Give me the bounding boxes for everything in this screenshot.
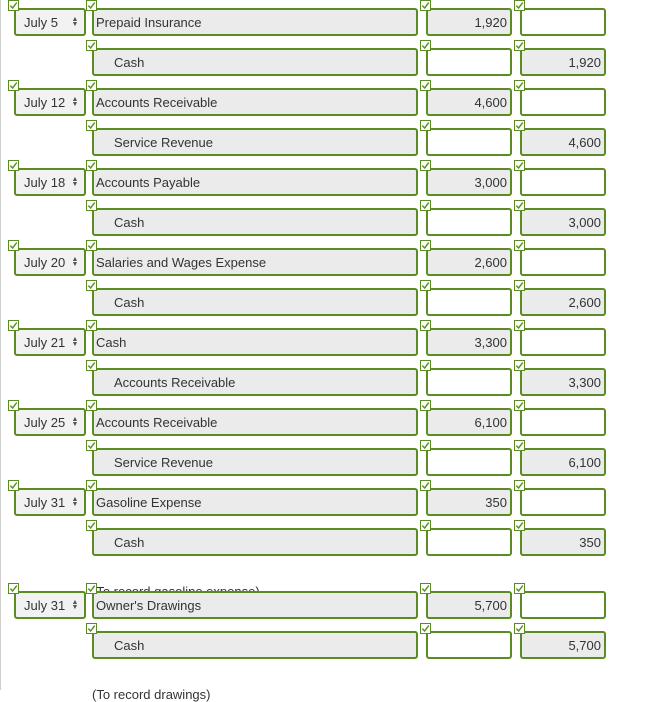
date-checkmark-icon <box>8 480 19 491</box>
debit-amount-input[interactable] <box>426 208 512 236</box>
up-down-spinner-icon: ▲ ▼ <box>71 16 79 28</box>
up-down-spinner-icon: ▲ ▼ <box>71 336 79 348</box>
debit-amount: 4,600 <box>474 94 507 110</box>
debit-amount: 2,600 <box>474 254 507 270</box>
date-select[interactable] <box>14 488 86 516</box>
account-checkmark-icon <box>86 80 97 91</box>
debit-amount-input[interactable] <box>426 248 512 276</box>
debit-amount-input[interactable] <box>426 8 512 36</box>
journal-line <box>0 200 670 240</box>
account-checkmark-icon <box>86 120 97 131</box>
credit-amount-input[interactable] <box>520 288 606 316</box>
debit-amount-input[interactable] <box>426 408 512 436</box>
debit-checkmark-icon <box>420 160 431 171</box>
credit-checkmark-icon <box>514 623 525 634</box>
debit-checkmark-icon <box>420 623 431 634</box>
account-checkmark-icon <box>86 160 97 171</box>
debit-amount-input[interactable] <box>426 528 512 556</box>
debit-account-input[interactable] <box>92 248 418 276</box>
debit-checkmark-icon <box>420 240 431 251</box>
debit-checkmark-icon <box>420 80 431 91</box>
date-select[interactable] <box>14 168 86 196</box>
journal-line <box>0 520 670 560</box>
credit-amount-input[interactable] <box>520 488 606 516</box>
debit-amount-input[interactable] <box>426 448 512 476</box>
credit-checkmark-icon <box>514 520 525 531</box>
account-name: Cash <box>114 214 145 230</box>
journal-line <box>0 240 670 280</box>
credit-amount-input[interactable] <box>520 368 606 396</box>
credit-checkmark-icon <box>514 280 525 291</box>
credit-checkmark-icon <box>514 40 525 51</box>
account-name: Service Revenue <box>114 454 213 470</box>
account-checkmark-icon <box>86 480 97 491</box>
journal-line <box>0 0 670 40</box>
credit-checkmark-icon <box>514 480 525 491</box>
debit-amount-input[interactable] <box>426 591 512 619</box>
debit-account-input[interactable] <box>92 408 418 436</box>
debit-amount-input[interactable] <box>426 368 512 396</box>
debit-account-input[interactable] <box>92 328 418 356</box>
account-name: Owner's Drawings <box>96 597 202 613</box>
date-checkmark-icon <box>8 240 19 251</box>
credit-amount-input[interactable] <box>520 208 606 236</box>
debit-account-input[interactable] <box>92 168 418 196</box>
debit-checkmark-icon <box>420 0 431 11</box>
debit-account-input[interactable] <box>92 591 418 619</box>
credit-amount-input[interactable] <box>520 88 606 116</box>
date-select[interactable] <box>14 591 86 619</box>
account-name: Cash <box>114 54 145 70</box>
date-select[interactable] <box>14 408 86 436</box>
date-value: July 31 <box>24 597 66 613</box>
credit-account-input[interactable] <box>92 448 418 476</box>
journal-line <box>0 320 670 360</box>
debit-checkmark-icon <box>420 480 431 491</box>
journal-line <box>0 120 670 160</box>
debit-checkmark-icon <box>420 360 431 371</box>
credit-amount: 4,600 <box>568 134 601 150</box>
date-checkmark-icon <box>8 583 19 594</box>
credit-account-input[interactable] <box>92 631 418 659</box>
credit-checkmark-icon <box>514 583 525 594</box>
debit-checkmark-icon <box>420 40 431 51</box>
account-name: Accounts Receivable <box>114 374 236 390</box>
credit-amount: 6,100 <box>568 454 601 470</box>
debit-amount: 6,100 <box>474 414 507 430</box>
credit-checkmark-icon <box>514 400 525 411</box>
date-value: July 5 <box>24 14 58 30</box>
account-name: Cash <box>114 294 145 310</box>
credit-amount-input[interactable] <box>520 8 606 36</box>
date-select[interactable] <box>14 8 86 36</box>
credit-amount-input[interactable] <box>520 328 606 356</box>
debit-account-input[interactable] <box>92 8 418 36</box>
account-checkmark-icon <box>86 440 97 451</box>
debit-account-input[interactable] <box>92 88 418 116</box>
date-checkmark-icon <box>8 0 19 11</box>
account-checkmark-icon <box>86 623 97 634</box>
credit-checkmark-icon <box>514 200 525 211</box>
account-checkmark-icon <box>86 200 97 211</box>
debit-amount: 350 <box>485 494 507 510</box>
credit-amount-input[interactable] <box>520 408 606 436</box>
credit-amount-input[interactable] <box>520 248 606 276</box>
date-select[interactable] <box>14 248 86 276</box>
journal-line <box>0 623 670 663</box>
debit-amount-input[interactable] <box>426 168 512 196</box>
credit-amount: 3,000 <box>568 214 601 230</box>
credit-amount-input[interactable] <box>520 168 606 196</box>
credit-checkmark-icon <box>514 360 525 371</box>
debit-account-input[interactable] <box>92 488 418 516</box>
credit-amount-input[interactable] <box>520 528 606 556</box>
credit-checkmark-icon <box>514 120 525 131</box>
debit-amount-input[interactable] <box>426 88 512 116</box>
credit-account-input[interactable] <box>92 48 418 76</box>
credit-checkmark-icon <box>514 80 525 91</box>
debit-amount-input[interactable] <box>426 488 512 516</box>
date-checkmark-icon <box>8 80 19 91</box>
date-select[interactable] <box>14 88 86 116</box>
up-down-spinner-icon: ▲ ▼ <box>71 176 79 188</box>
debit-amount-input[interactable] <box>426 288 512 316</box>
date-value: July 31 <box>24 494 66 510</box>
credit-checkmark-icon <box>514 0 525 11</box>
credit-amount: 350 <box>579 534 601 550</box>
credit-amount-input[interactable] <box>520 48 606 76</box>
account-checkmark-icon <box>86 280 97 291</box>
debit-checkmark-icon <box>420 583 431 594</box>
date-value: July 12 <box>24 94 66 110</box>
credit-checkmark-icon <box>514 240 525 251</box>
debit-checkmark-icon <box>420 440 431 451</box>
date-value: July 20 <box>24 254 66 270</box>
date-select[interactable] <box>14 328 86 356</box>
journal-line <box>0 480 670 520</box>
credit-amount-input[interactable] <box>520 128 606 156</box>
account-name: Accounts Receivable <box>96 414 218 430</box>
credit-checkmark-icon <box>514 160 525 171</box>
account-checkmark-icon <box>86 40 97 51</box>
up-down-spinner-icon: ▲ ▼ <box>71 496 79 508</box>
up-down-spinner-icon: ▲ ▼ <box>71 256 79 268</box>
account-name: Service Revenue <box>114 134 213 150</box>
account-checkmark-icon <box>86 583 97 594</box>
date-value: July 21 <box>24 334 66 350</box>
debit-amount: 1,920 <box>474 14 507 30</box>
journal-line <box>0 400 670 440</box>
debit-checkmark-icon <box>420 280 431 291</box>
up-down-spinner-icon: ▲ ▼ <box>71 599 79 611</box>
credit-account-input[interactable] <box>92 208 418 236</box>
account-checkmark-icon <box>86 360 97 371</box>
account-name: Salaries and Wages Expense <box>96 254 267 270</box>
account-checkmark-icon <box>86 520 97 531</box>
account-name: Cash <box>114 534 145 550</box>
debit-amount: 5,700 <box>474 597 507 613</box>
credit-account-input[interactable] <box>92 528 418 556</box>
debit-amount: 3,000 <box>474 174 507 190</box>
debit-checkmark-icon <box>420 520 431 531</box>
credit-account-input[interactable] <box>92 288 418 316</box>
credit-amount: 5,700 <box>568 637 601 653</box>
debit-amount-input[interactable] <box>426 128 512 156</box>
credit-account-input[interactable] <box>92 128 418 156</box>
credit-checkmark-icon <box>514 440 525 451</box>
account-name: Prepaid Insurance <box>96 14 202 30</box>
credit-amount: 2,600 <box>568 294 601 310</box>
date-value: July 18 <box>24 174 66 190</box>
journal-line <box>0 583 670 623</box>
journal-line <box>0 40 670 80</box>
account-checkmark-icon <box>86 240 97 251</box>
journal-line <box>0 160 670 200</box>
account-name: Cash <box>96 334 127 350</box>
credit-amount: 1,920 <box>568 54 601 70</box>
entry-explanation: (To record drawings) <box>92 687 211 702</box>
account-checkmark-icon <box>86 0 97 11</box>
credit-account-input[interactable] <box>92 368 418 396</box>
debit-amount: 3,300 <box>474 334 507 350</box>
journal-line <box>0 440 670 480</box>
debit-checkmark-icon <box>420 400 431 411</box>
debit-amount-input[interactable] <box>426 631 512 659</box>
date-checkmark-icon <box>8 320 19 331</box>
account-name: Accounts Payable <box>96 174 201 190</box>
debit-amount-input[interactable] <box>426 48 512 76</box>
up-down-spinner-icon: ▲ ▼ <box>71 96 79 108</box>
date-checkmark-icon <box>8 400 19 411</box>
account-name: Gasoline Expense <box>96 494 202 510</box>
journal-line <box>0 80 670 120</box>
date-checkmark-icon <box>8 160 19 171</box>
credit-checkmark-icon <box>514 320 525 331</box>
debit-checkmark-icon <box>420 320 431 331</box>
credit-amount-input[interactable] <box>520 591 606 619</box>
up-down-spinner-icon: ▲ ▼ <box>71 416 79 428</box>
account-name: Accounts Receivable <box>96 94 218 110</box>
debit-checkmark-icon <box>420 200 431 211</box>
account-checkmark-icon <box>86 400 97 411</box>
date-value: July 25 <box>24 414 66 430</box>
credit-amount: 3,300 <box>568 374 601 390</box>
journal-line <box>0 280 670 320</box>
credit-amount-input[interactable] <box>520 631 606 659</box>
account-checkmark-icon <box>86 320 97 331</box>
debit-amount-input[interactable] <box>426 328 512 356</box>
journal-line <box>0 360 670 400</box>
debit-checkmark-icon <box>420 120 431 131</box>
account-name: Cash <box>114 637 145 653</box>
credit-amount-input[interactable] <box>520 448 606 476</box>
